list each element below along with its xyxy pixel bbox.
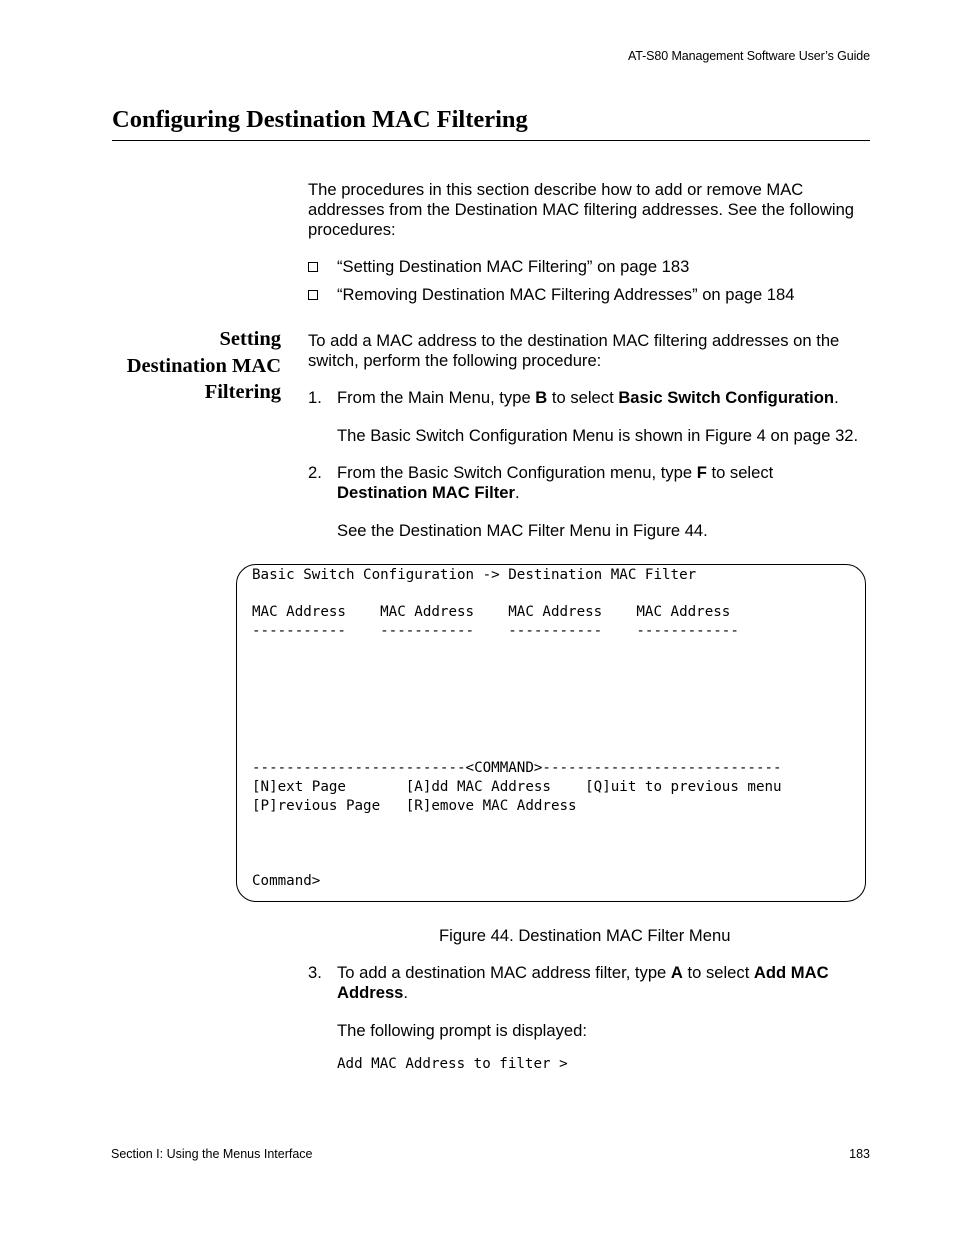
screen-menu-line-2: [P]revious Page [R]emove MAC Address — [252, 798, 577, 814]
bullet-link-setting[interactable]: “Setting Destination MAC Filtering” on page 183 — [337, 257, 690, 276]
bullet-link-removing[interactable]: “Removing Destination MAC Filtering Addresses” on page 184 — [337, 285, 795, 304]
screen-column-headers: MAC Address MAC Address MAC Address MAC Address — [252, 604, 731, 620]
step-number: 2. — [308, 463, 322, 482]
step-target: Address — [337, 983, 404, 1002]
screen-column-dashes: ----------- ----------- ----------- ------------ — [252, 623, 739, 639]
intro-line-1: The procedures in this section describe how to add or remove MAC — [308, 180, 804, 199]
title-rule — [112, 140, 870, 141]
step-text: . — [834, 388, 839, 407]
step-number: 3. — [308, 963, 322, 982]
step-target: Basic Switch Configuration — [618, 388, 835, 407]
figure-caption: Figure 44. Destination MAC Filter Menu — [439, 926, 731, 945]
footer-section: Section I: Using the Menus Interface — [111, 1147, 313, 1161]
screen-command-prompt: Command> — [252, 873, 321, 889]
screen-menu-line-1: [N]ext Page [A]dd MAC Address [Q]uit to previous menu — [252, 779, 782, 795]
step-key: B — [535, 388, 548, 407]
step-text: . — [403, 983, 409, 1002]
step-3-target — [337, 983, 408, 1003]
step-text: to select — [547, 388, 619, 407]
step-2-note: See the Destination MAC Filter Menu in Figure 44. — [337, 521, 708, 540]
section-title: Configuring Destination MAC Filtering — [112, 106, 528, 133]
bullet-checkbox-icon — [308, 290, 318, 300]
subsection-heading — [100, 326, 281, 406]
subsection-intro-line-1: To add a MAC address to the destination MAC filtering addresses on the — [308, 331, 840, 350]
step-2-text — [337, 463, 773, 483]
step-1-note: The Basic Switch Configuration Menu is shown in Figure 4 on page 32. — [337, 426, 859, 445]
step-1-text — [337, 388, 839, 408]
step-2-target — [337, 483, 520, 503]
step-text: From the Basic Switch Configuration menu, type — [337, 463, 697, 482]
step-number: 1. — [308, 388, 322, 407]
step-text: to select — [706, 463, 774, 482]
step-target: Add MAC — [753, 963, 829, 982]
intro-line-3: procedures: — [308, 220, 396, 239]
screen-breadcrumb: Basic Switch Configuration -> Destination MAC Filter — [252, 567, 697, 583]
step-3-note: The following prompt is displayed: — [337, 1021, 587, 1040]
step-text: To add a destination MAC address filter, type — [337, 963, 671, 982]
step-key: A — [670, 963, 683, 982]
footer-page-number: 183 — [849, 1147, 870, 1161]
step-3-text — [337, 963, 829, 983]
step-text: . — [514, 483, 520, 502]
subsection-heading-line: Destination MAC — [126, 354, 281, 377]
running-head: AT-S80 Management Software User’s Guide — [627, 49, 870, 63]
intro-line-2: addresses from the Destination MAC filtering addresses. See the following — [308, 200, 855, 219]
step-3-prompt: Add MAC Address to filter > — [337, 1056, 568, 1072]
subsection-heading-line: Filtering — [204, 381, 281, 403]
subsection-heading-line: Setting — [219, 328, 281, 350]
step-text: From the Main Menu, type — [337, 388, 536, 407]
screen-command-bar: -------------------------<COMMAND>---------------------------- — [252, 760, 782, 776]
step-key: F — [696, 463, 707, 482]
bullet-checkbox-icon — [308, 262, 318, 272]
subsection-intro-line-2: switch, perform the following procedure: — [308, 351, 602, 370]
step-target: Destination MAC Filter — [337, 483, 515, 502]
step-text: to select — [682, 963, 754, 982]
